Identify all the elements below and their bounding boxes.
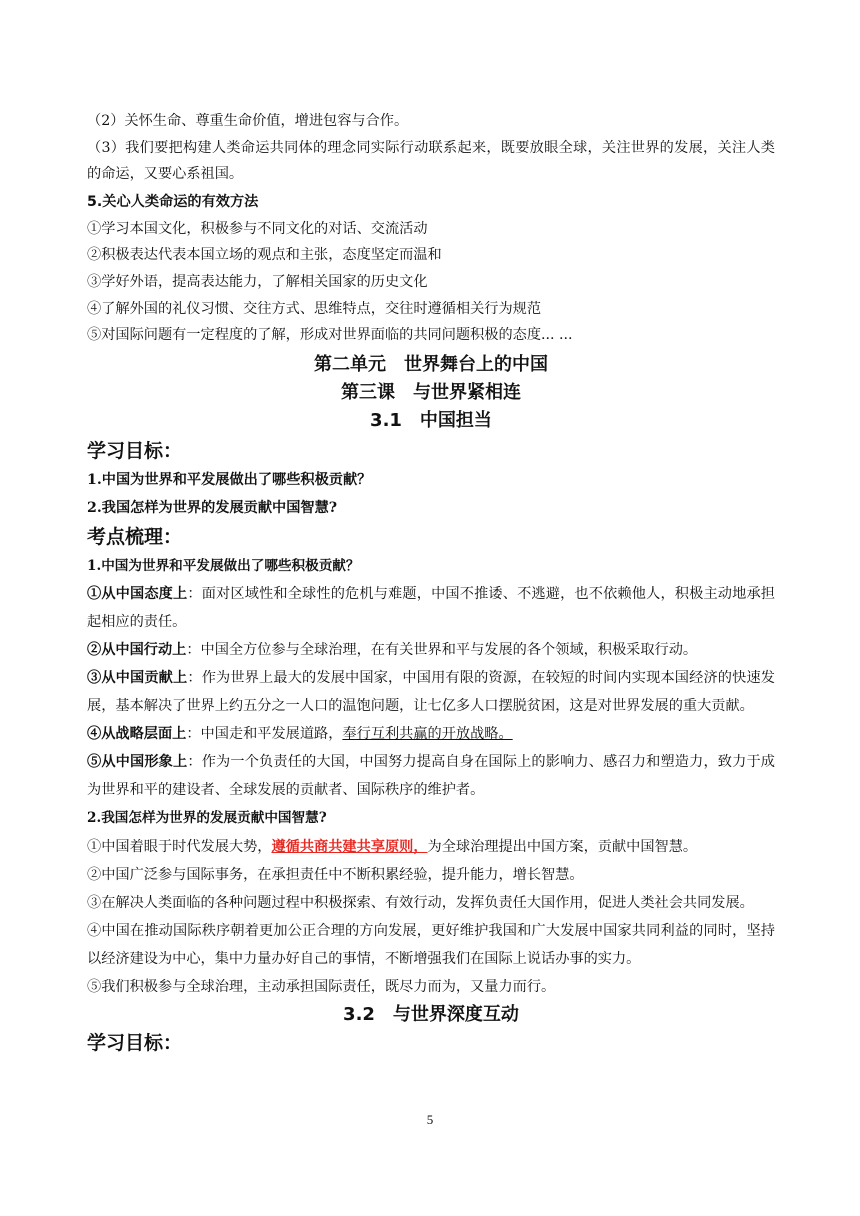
contribution-text: ：面对区域性和全球性的危机与难题，中国不推诿、不逃避，也不依赖他人，积极主动地承担起相应的责任。 (87, 586, 775, 631)
method-item: ③学好外语，提高表达能力，了解相关国家的历史文化 (87, 273, 428, 290)
lesson-heading: 第三课 与世界紧相连 (341, 381, 521, 403)
wisdom-post: 为全球治理提出中国方案，贡献中国智慧。 (427, 838, 698, 855)
intro-point-2: （2）关怀生命、尊重生命价值，增进包容与合作。 (87, 113, 409, 129)
method-item: ②积极表达代表本国立场的观点和主张，态度坚定而温和 (87, 247, 442, 264)
section-5-title: 5.关心人类命运的有效方法 (87, 193, 259, 210)
wisdom-item: ③在解决人类面临的各种问题过程中积极探索、有效行动，发挥负责任大国作用，促进人类社会共同发展。 (87, 894, 754, 911)
learning-goals-label: 学习目标： (87, 439, 183, 462)
contribution-text: ：中国走和平发展道路， (186, 726, 343, 743)
contribution-lead: ④从战略层面上 (87, 726, 187, 743)
page-content (87, 108, 775, 1058)
contribution-lead: ⑤从中国形象上 (87, 754, 188, 771)
contribution-text: ：中国全方位参与全球治理，在有关世界和平与发展的各个领域，积极采取行动。 (186, 642, 698, 659)
wisdom-item: ⑤我们积极参与全球治理，主动承担国际责任，既尽力而为，又量力而行。 (87, 978, 556, 995)
contribution-text: ：作为世界上最大的发展中国家，中国用有限的资源，在较短的时间内实现本国经济的快速发展，基本解决了世界上约五分之一人口的温饱问题，让七亿多人口摆脱贫困，这是对世界发展的重大贡献。 (87, 670, 775, 715)
wisdom-item: ②中国广泛参与国际事务，在承担责任中不断积累经验，提升能力，增长智慧。 (87, 866, 584, 883)
method-item: ④了解外国的礼仪习惯、交往方式、思维特点，交往时遵循相关行为规范 (87, 300, 542, 317)
section-3-2-heading: 3.2 与世界深度互动 (343, 1003, 519, 1025)
contribution-lead: ③从中国贡献上 (87, 670, 188, 687)
learning-goals-label-2: 学习目标： (87, 1031, 183, 1054)
learning-goal-1: 1.中国为世界和平发展做出了哪些积极贡献？ (87, 471, 372, 488)
review-label: 考点梳理： (87, 525, 183, 548)
page-number: 5 (426, 1112, 434, 1127)
review-question-2: 2.我国怎样为世界的发展贡献中国智慧? (87, 810, 327, 827)
intro-point-3: （3）我们要把构建人类命运共同体的理念同实际行动联系起来，既要放眼全球，关注世界的发展，关注人类的命运，又要心系祖国。 (87, 139, 775, 183)
method-item: ①学习本国文化，积极参与不同文化的对话、交流活动 (87, 220, 428, 237)
contribution-item (87, 748, 775, 804)
review-question-1: 1.中国为世界和平发展做出了哪些积极贡献？ (87, 557, 360, 574)
contribution-lead: ②从中国行动上 (87, 642, 187, 659)
contribution-item (87, 720, 775, 748)
method-item: ⑤对国际问题有一定程度的了解，形成对世界面临的共同问题积极的态度... ... (87, 327, 573, 344)
wisdom-pre: ①中国着眼于时代发展大势， (87, 838, 272, 855)
highlighted-principle: 遵循共商共建共享原则， (271, 838, 428, 855)
unit-heading: 第二单元 世界舞台上的中国 (314, 353, 548, 375)
contribution-text: ：作为一个负责任的大国，中国努力提高自身在国际上的影响力、感召力和塑造力，致力于成为世界和平的建设者、全球发展的贡献者、国际秩序的维护者。 (87, 754, 775, 799)
contribution-item (87, 580, 775, 636)
learning-goal-2: 2.我国怎样为世界的发展贡献中国智慧? (87, 500, 338, 517)
contribution-item (87, 636, 775, 664)
section-3-1-heading: 3.1 中国担当 (370, 409, 492, 431)
underlined-strategy: 奉行互利共赢的开放战略。 (342, 726, 513, 743)
wisdom-item (87, 833, 775, 861)
contribution-lead: ①从中国态度上 (87, 586, 188, 603)
wisdom-item: ④中国在推动国际秩序朝着更加公正合理的方向发展，更好维护我国和广大发展中国家共同利益的同时，坚持以经济建设为中心，集中力量办好自己的事情，不断增强我们在国际上说话办事的实力。 (87, 922, 775, 967)
contribution-item (87, 664, 775, 720)
